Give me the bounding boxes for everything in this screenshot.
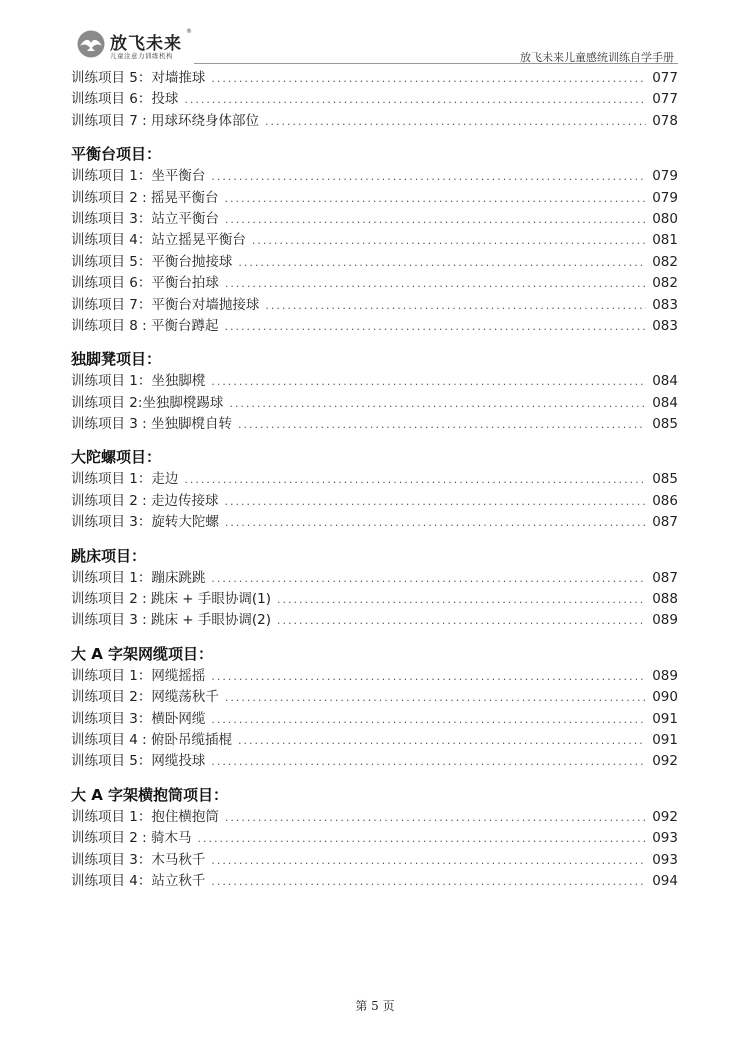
toc-entry-label: 训练项目 7：平衡台对墙抛接球 [71, 296, 260, 313]
toc-entry-page: 094 [652, 872, 678, 889]
book-title: 放飞未来儿童感统训练自学手册 [520, 51, 674, 64]
toc-entry[interactable] [71, 111, 678, 132]
toc-entry-page: 079 [652, 189, 678, 206]
toc-entry[interactable] [71, 295, 678, 316]
toc-entry-page: 087 [652, 514, 678, 531]
dot-leader [238, 414, 646, 435]
toc-entry-page: 079 [652, 168, 678, 185]
toc-entry[interactable] [71, 68, 678, 89]
toc-entry[interactable] [71, 850, 678, 871]
toc-entry[interactable] [71, 230, 678, 251]
toc-entry[interactable] [71, 512, 678, 533]
toc-entry-label: 训练项目 8 : 平衡台蹲起 [71, 317, 219, 334]
toc-entry-page: 083 [652, 296, 678, 313]
toc-entry[interactable] [71, 709, 678, 730]
toc-entry[interactable] [71, 273, 678, 294]
dot-leader [225, 807, 646, 828]
toc-entry-page: 082 [652, 253, 678, 270]
logo-subtitle: 儿童注意力训练机构 [110, 52, 173, 60]
toc-entry-page: 080 [652, 210, 678, 227]
toc-entry[interactable] [71, 393, 678, 414]
toc-entry-label: 训练项目 1：走边 [71, 471, 179, 488]
table-of-contents [71, 68, 678, 892]
toc-entry[interactable] [71, 371, 678, 392]
toc-entry-label: 训练项目 3：横卧网缆 [71, 710, 206, 727]
toc-entry-page: 089 [652, 612, 678, 629]
dot-leader [225, 512, 646, 533]
toc-entry[interactable] [71, 751, 678, 772]
dot-leader [211, 709, 646, 730]
toc-entry-label: 训练项目 6：投球 [71, 91, 179, 108]
toc-entry-label: 训练项目 2：网缆荡秋千 [71, 689, 219, 706]
toc-entry-label: 训练项目 4：站立秋千 [71, 872, 206, 889]
toc-entry-label: 训练项目 3 : 坐独脚櫈自转 [71, 416, 233, 433]
section-title: 独脚凳项目： [71, 350, 162, 369]
dot-leader [211, 371, 646, 392]
toc-entry-page: 092 [652, 753, 678, 770]
toc-entry-page: 085 [652, 416, 678, 433]
toc-section [71, 445, 678, 533]
toc-entry-page: 088 [652, 591, 678, 608]
toc-section [71, 142, 678, 337]
dot-leader [184, 89, 646, 110]
dot-leader [198, 828, 647, 849]
toc-section [71, 783, 678, 893]
section-title: 大 A 字架横抱筒项目： [71, 785, 229, 804]
toc-entry-label: 训练项目 6：平衡台拍球 [71, 275, 219, 292]
toc-entry-label: 训练项目 1：蹦床跳跳 [71, 569, 206, 586]
toc-entry-label: 训练项目 1：坐独脚櫈 [71, 373, 206, 390]
toc-entry[interactable] [71, 807, 678, 828]
dot-leader [184, 469, 646, 490]
toc-entry[interactable] [71, 414, 678, 435]
toc-entry[interactable] [71, 610, 678, 631]
section-title: 大陀螺项目： [71, 448, 162, 467]
logo-emblem-icon [76, 29, 106, 59]
toc-entry[interactable] [71, 687, 678, 708]
toc-entry[interactable] [71, 568, 678, 589]
toc-entry[interactable] [71, 252, 678, 273]
toc-entry-page: 083 [652, 317, 678, 334]
dot-leader [225, 188, 647, 209]
toc-entry-page: 089 [652, 667, 678, 684]
section-title: 平衡台项目： [71, 145, 162, 164]
toc-entry[interactable] [71, 209, 678, 230]
toc-entry[interactable] [71, 166, 678, 187]
toc-entry-page: 084 [652, 394, 678, 411]
toc-entry-page: 091 [652, 710, 678, 727]
brand-logo [74, 26, 204, 62]
toc-entry[interactable] [71, 589, 678, 610]
dot-leader [225, 491, 647, 512]
toc-entry-page: 090 [652, 689, 678, 706]
toc-entry-label: 训练项目 5：对墙推球 [71, 70, 206, 86]
toc-entry-label: 训练项目 4 : 俯卧吊缆插棍 [71, 731, 233, 748]
toc-entry-label: 训练项目 7 : 用球环绕身体部位 [71, 112, 260, 129]
dot-leader [211, 751, 646, 772]
toc-entry-page: 082 [652, 275, 678, 292]
toc-section [71, 544, 678, 632]
toc-entry-label: 训练项目 3：木马秋千 [71, 851, 206, 868]
toc-section [71, 347, 678, 435]
toc-entry-page: 091 [652, 731, 678, 748]
dot-leader [225, 687, 646, 708]
toc-entry[interactable] [71, 491, 678, 512]
toc-entry-page: 077 [652, 91, 678, 108]
toc-entry-label: 训练项目 5：平衡台抛接球 [71, 253, 233, 270]
toc-entry-label: 训练项目 2 : 摇晃平衡台 [71, 189, 219, 206]
toc-entry-page: 086 [652, 492, 678, 509]
section-title: 跳床项目： [71, 546, 147, 565]
toc-entry-label: 训练项目 5：网缆投球 [71, 753, 206, 770]
toc-entry-label: 训练项目 3 : 跳床 + 手眼协调(2) [71, 612, 272, 629]
dot-leader [211, 850, 646, 871]
toc-entry[interactable] [71, 666, 678, 687]
toc-entry-page: 093 [652, 830, 678, 847]
toc-entry-page: 078 [652, 112, 678, 129]
toc-entry[interactable] [71, 89, 678, 110]
dot-leader [277, 610, 646, 631]
dot-leader [211, 568, 646, 589]
dot-leader [238, 730, 646, 751]
toc-entry[interactable] [71, 828, 678, 849]
logo-name: 放飞未来 [110, 34, 182, 54]
toc-entry-label: 训练项目 4：站立摇晃平衡台 [71, 232, 246, 249]
toc-entry-page: 085 [652, 471, 678, 488]
toc-entry-page: 077 [652, 70, 678, 86]
toc-entry[interactable] [71, 730, 678, 751]
toc-entry-label: 训练项目 3：旋转大陀螺 [71, 514, 219, 531]
toc-entry-page: 093 [652, 851, 678, 868]
toc-section [71, 642, 678, 773]
dot-leader [211, 68, 646, 89]
toc-section [71, 68, 678, 132]
toc-entry[interactable] [71, 871, 678, 892]
dot-leader [211, 871, 646, 892]
logo-registered-mark: ® [186, 28, 192, 35]
toc-entry[interactable] [71, 316, 678, 337]
dot-leader [225, 209, 646, 230]
dot-leader [265, 295, 646, 316]
toc-entry-page: 081 [652, 232, 678, 249]
toc-entry[interactable] [71, 469, 678, 490]
dot-leader [265, 111, 646, 132]
dot-leader [252, 230, 646, 251]
toc-entry-page: 087 [652, 569, 678, 586]
dot-leader [277, 589, 646, 610]
page-number: 第 5 页 [355, 999, 395, 1013]
toc-entry-label: 训练项目 2:坐独脚櫈踢球 [71, 394, 224, 411]
toc-entry-label: 训练项目 2 : 走边传接球 [71, 492, 219, 509]
toc-entry-label: 训练项目 1：坐平衡台 [71, 168, 206, 185]
dot-leader [238, 252, 646, 273]
section-title: 大 A 字架网缆项目： [71, 644, 214, 663]
toc-entry-label: 训练项目 1：抱住横抱筒 [71, 808, 219, 825]
toc-entry-label: 训练项目 2 : 骑木马 [71, 830, 192, 847]
toc-entry-page: 084 [652, 373, 678, 390]
toc-entry-label: 训练项目 3：站立平衡台 [71, 210, 219, 227]
dot-leader [211, 666, 646, 687]
page-header [74, 26, 678, 66]
toc-entry[interactable] [71, 188, 678, 209]
dot-leader [229, 393, 646, 414]
dot-leader [225, 316, 647, 337]
toc-entry-label: 训练项目 1：网缆摇摇 [71, 667, 206, 684]
toc-entry-label: 训练项目 2 : 跳床 + 手眼协调(1) [71, 591, 272, 608]
dot-leader [211, 166, 646, 187]
dot-leader [225, 273, 646, 294]
toc-entry-page: 092 [652, 808, 678, 825]
